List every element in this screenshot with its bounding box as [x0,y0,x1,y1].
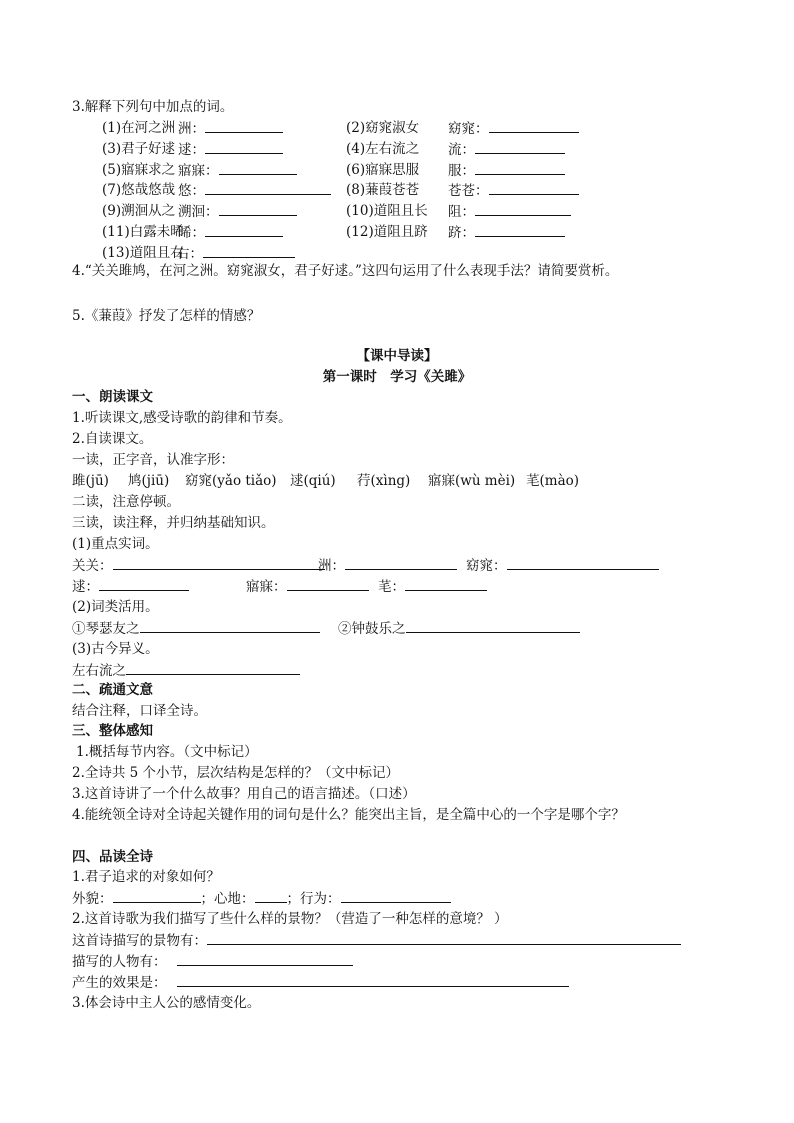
pinyin-5: 荇(xìng) [357,473,411,489]
s1-l1: 1.听读课文,感受诗歌的韵律和节奏。 [72,410,292,426]
lesson-subheading: 第一课时 学习《关雎》 [322,369,472,385]
huoyong-1-row [72,619,320,639]
pinyin-7: 芼(mào) [526,473,580,489]
q3-item-sentence: (6)寤寐思服 [346,161,420,178]
section-heading: 【课中导读】 [356,348,438,364]
zhou-label: 洲： [318,558,345,574]
q3-item-word [448,202,571,222]
s1-l6: (1)重点实词。 [72,536,159,552]
s3-l2: 2.全诗共 5 个小节，层次结构是怎样的？（文中标记） [72,765,400,781]
s1-l3: 一读，正字音，认准字形： [72,452,234,468]
jingwu-blank[interactable] [207,931,681,945]
xingwei-blank[interactable] [341,889,451,903]
q3-item-word-label: 服： [448,162,475,179]
xindi-label: ；心地： [200,891,255,907]
q3-item-blank[interactable] [205,181,331,195]
s4-l2: 2.这首诗歌为我们描写了些什么样的景物？（营造了一种怎样的意境？ ） [72,911,508,927]
xiaoguo-row [72,973,569,993]
waimao-row [72,889,451,909]
renwu-label: 描写的人物有： [72,954,167,970]
q3-item-blank[interactable] [475,140,565,154]
yaotiao-label: 窈窕： [466,558,507,574]
s2-l1: 结合注释，口译全诗。 [72,703,207,719]
q3-title: 3.解释下列句中加点的词。 [72,99,234,115]
pinyin-2: 鸠(jiū) [128,473,170,489]
q3-item-sentence: (10)道阻且长 [346,203,428,220]
yaotiao-blank[interactable] [507,556,659,570]
s1-title: 一、朗读课文 [72,389,153,405]
s4-l3: 3.体会诗中主人公的感情变化。 [72,995,261,1011]
pinyin-3: 窈窕(yǎo tiǎo) [185,473,277,489]
q3-item-word [178,140,283,160]
gujin-blank[interactable] [126,661,300,675]
q3-item-sentence: (3)君子好逑 [102,140,176,157]
s1-l7: (2)词类活用。 [72,599,159,615]
q3-item-word-label: 窈窕： [448,121,489,137]
waimao-blank[interactable] [113,889,201,903]
pinyin-4: 逑(qiú) [290,473,336,489]
q3-item-blank[interactable] [489,119,579,133]
q3-item-blank[interactable] [475,202,571,216]
q3-item-sentence: (4)左右流之 [346,140,420,157]
q3-item-blank[interactable] [203,244,295,258]
s3-l3: 3.这首诗讲了一个什么故事？用自己的语言描述。（口述） [72,786,416,802]
yaotiao-row [466,556,659,576]
q3-item-word-label: 跻： [448,225,475,241]
qiu-row [72,577,189,597]
qiu-label: 逑： [72,579,99,595]
q3-item-word-label: 洲： [178,121,205,137]
q3-item-word-label: 寤寐： [178,162,219,179]
q3-item-sentence: (8)蒹葭苍苍 [346,182,420,199]
xiaoguo-blank[interactable] [177,973,569,987]
huoyong-1-blank[interactable] [140,619,320,633]
q3-item-word-label: 右： [176,245,203,262]
q3-item-sentence: (1)在河之洲 [102,120,176,136]
mao-label: 芼： [378,579,405,595]
q3-item-word [448,181,579,201]
q3-item-sentence: (5)寤寐求之 [102,161,176,178]
q3-item-blank[interactable] [475,161,565,175]
jingwu-label: 这首诗描写的景物有： [72,933,207,949]
q5-text: 5.《蒹葭》抒发了怎样的情感？ [72,308,261,324]
renwu-row [72,952,353,972]
q4-text: 4.“关关雎鸠，在河之洲。窈窕淑女，君子好逑。”这四句运用了什么表现手法？请简要赏析。 [72,263,619,279]
q3-item-blank[interactable] [205,140,283,154]
q3-item-word-label: 流： [448,141,475,158]
s1-l4: 二读，注意停顿。 [72,494,180,510]
pinyin-6: 寤寐(wù mèi) [428,473,516,489]
q3-item-blank[interactable] [219,202,297,216]
huoyong-2-label: ②钟鼓乐之 [338,621,406,637]
q3-item-sentence: (12)道阻且跻 [346,224,428,240]
q3-item-word-label: 苍苍： [448,183,489,200]
q3-item-word-label: 阻： [448,204,475,221]
waimao-label: 外貌： [72,891,113,907]
wumei-label: 寤寐： [246,579,287,595]
huoyong-2-row [338,619,580,639]
q3-item-sentence: (7)悠哉悠哉 [102,182,176,199]
gujin-label: 左右流之 [72,663,126,679]
pinyin-1: 雎(jū) [72,473,109,489]
jingwu-row [72,931,681,951]
huoyong-1-label: ①琴瑟友之 [72,621,140,637]
s3-title: 三、整体感知 [72,723,153,739]
zhou-row [318,556,457,576]
s1-l5: 三读，读注释，并归纳基础知识。 [72,515,275,531]
wumei-blank[interactable] [287,577,369,591]
q3-item-sentence: (13)道阻且右 [102,244,184,261]
mao-blank[interactable] [405,577,487,591]
q3-item-word [178,181,331,201]
huoyong-2-blank[interactable] [406,619,580,633]
q3-item-sentence: (9)溯洄从之 [102,203,176,220]
q3-item-blank[interactable] [489,181,579,195]
q3-item-word [176,244,295,264]
q3-item-blank[interactable] [475,223,565,237]
q3-item-word-label: 晞： [178,225,205,241]
guanguan-blank[interactable] [113,556,325,570]
guanguan-row [72,556,325,576]
q3-item-blank[interactable] [205,223,283,237]
gujin-row [72,661,300,681]
wumei-row [246,577,369,597]
s1-l8: (3)古今异义。 [72,641,159,657]
q3-item-word [178,223,283,243]
renwu-blank[interactable] [177,952,353,966]
q3-item-word [448,119,579,139]
qiu-blank[interactable] [99,577,189,591]
s4-l1: 1.君子追求的对象如何？ [72,869,220,885]
q3-item-blank[interactable] [219,161,297,175]
q3-item-word-label: 溯洄： [178,204,219,221]
s3-l1: 1.概括每节内容。（文中标记） [76,744,258,760]
q3-item-sentence: (11)白露未晞 [102,224,184,240]
q3-item-word [448,223,565,243]
xiaoguo-label: 产生的效果是： [72,975,167,991]
mao-row [378,577,487,597]
xindi-blank[interactable] [255,889,287,903]
s3-l4: 4.能统领全诗对全诗起关键作用的词句是什么？能突出主旨，是全篇中心的一个字是哪个字？ [72,807,625,823]
q3-item-word [178,161,297,181]
s4-title: 四、品读全诗 [72,849,153,865]
q3-item-word-label: 逑： [178,141,205,158]
q3-item-word-label: 悠： [178,183,205,200]
q3-item-sentence: (2)窈窕淑女 [346,120,420,136]
s2-title: 二、疏通文意 [72,682,153,698]
s1-l2: 2.自读课文。 [72,431,153,447]
guanguan-label: 关关： [72,558,113,574]
q3-item-word [178,119,283,139]
zhou-blank[interactable] [345,556,457,570]
q3-item-blank[interactable] [205,119,283,133]
q3-item-word [448,161,565,181]
xingwei-label: ；行为： [286,891,341,907]
q3-item-word [178,202,297,222]
q3-item-word [448,140,565,160]
